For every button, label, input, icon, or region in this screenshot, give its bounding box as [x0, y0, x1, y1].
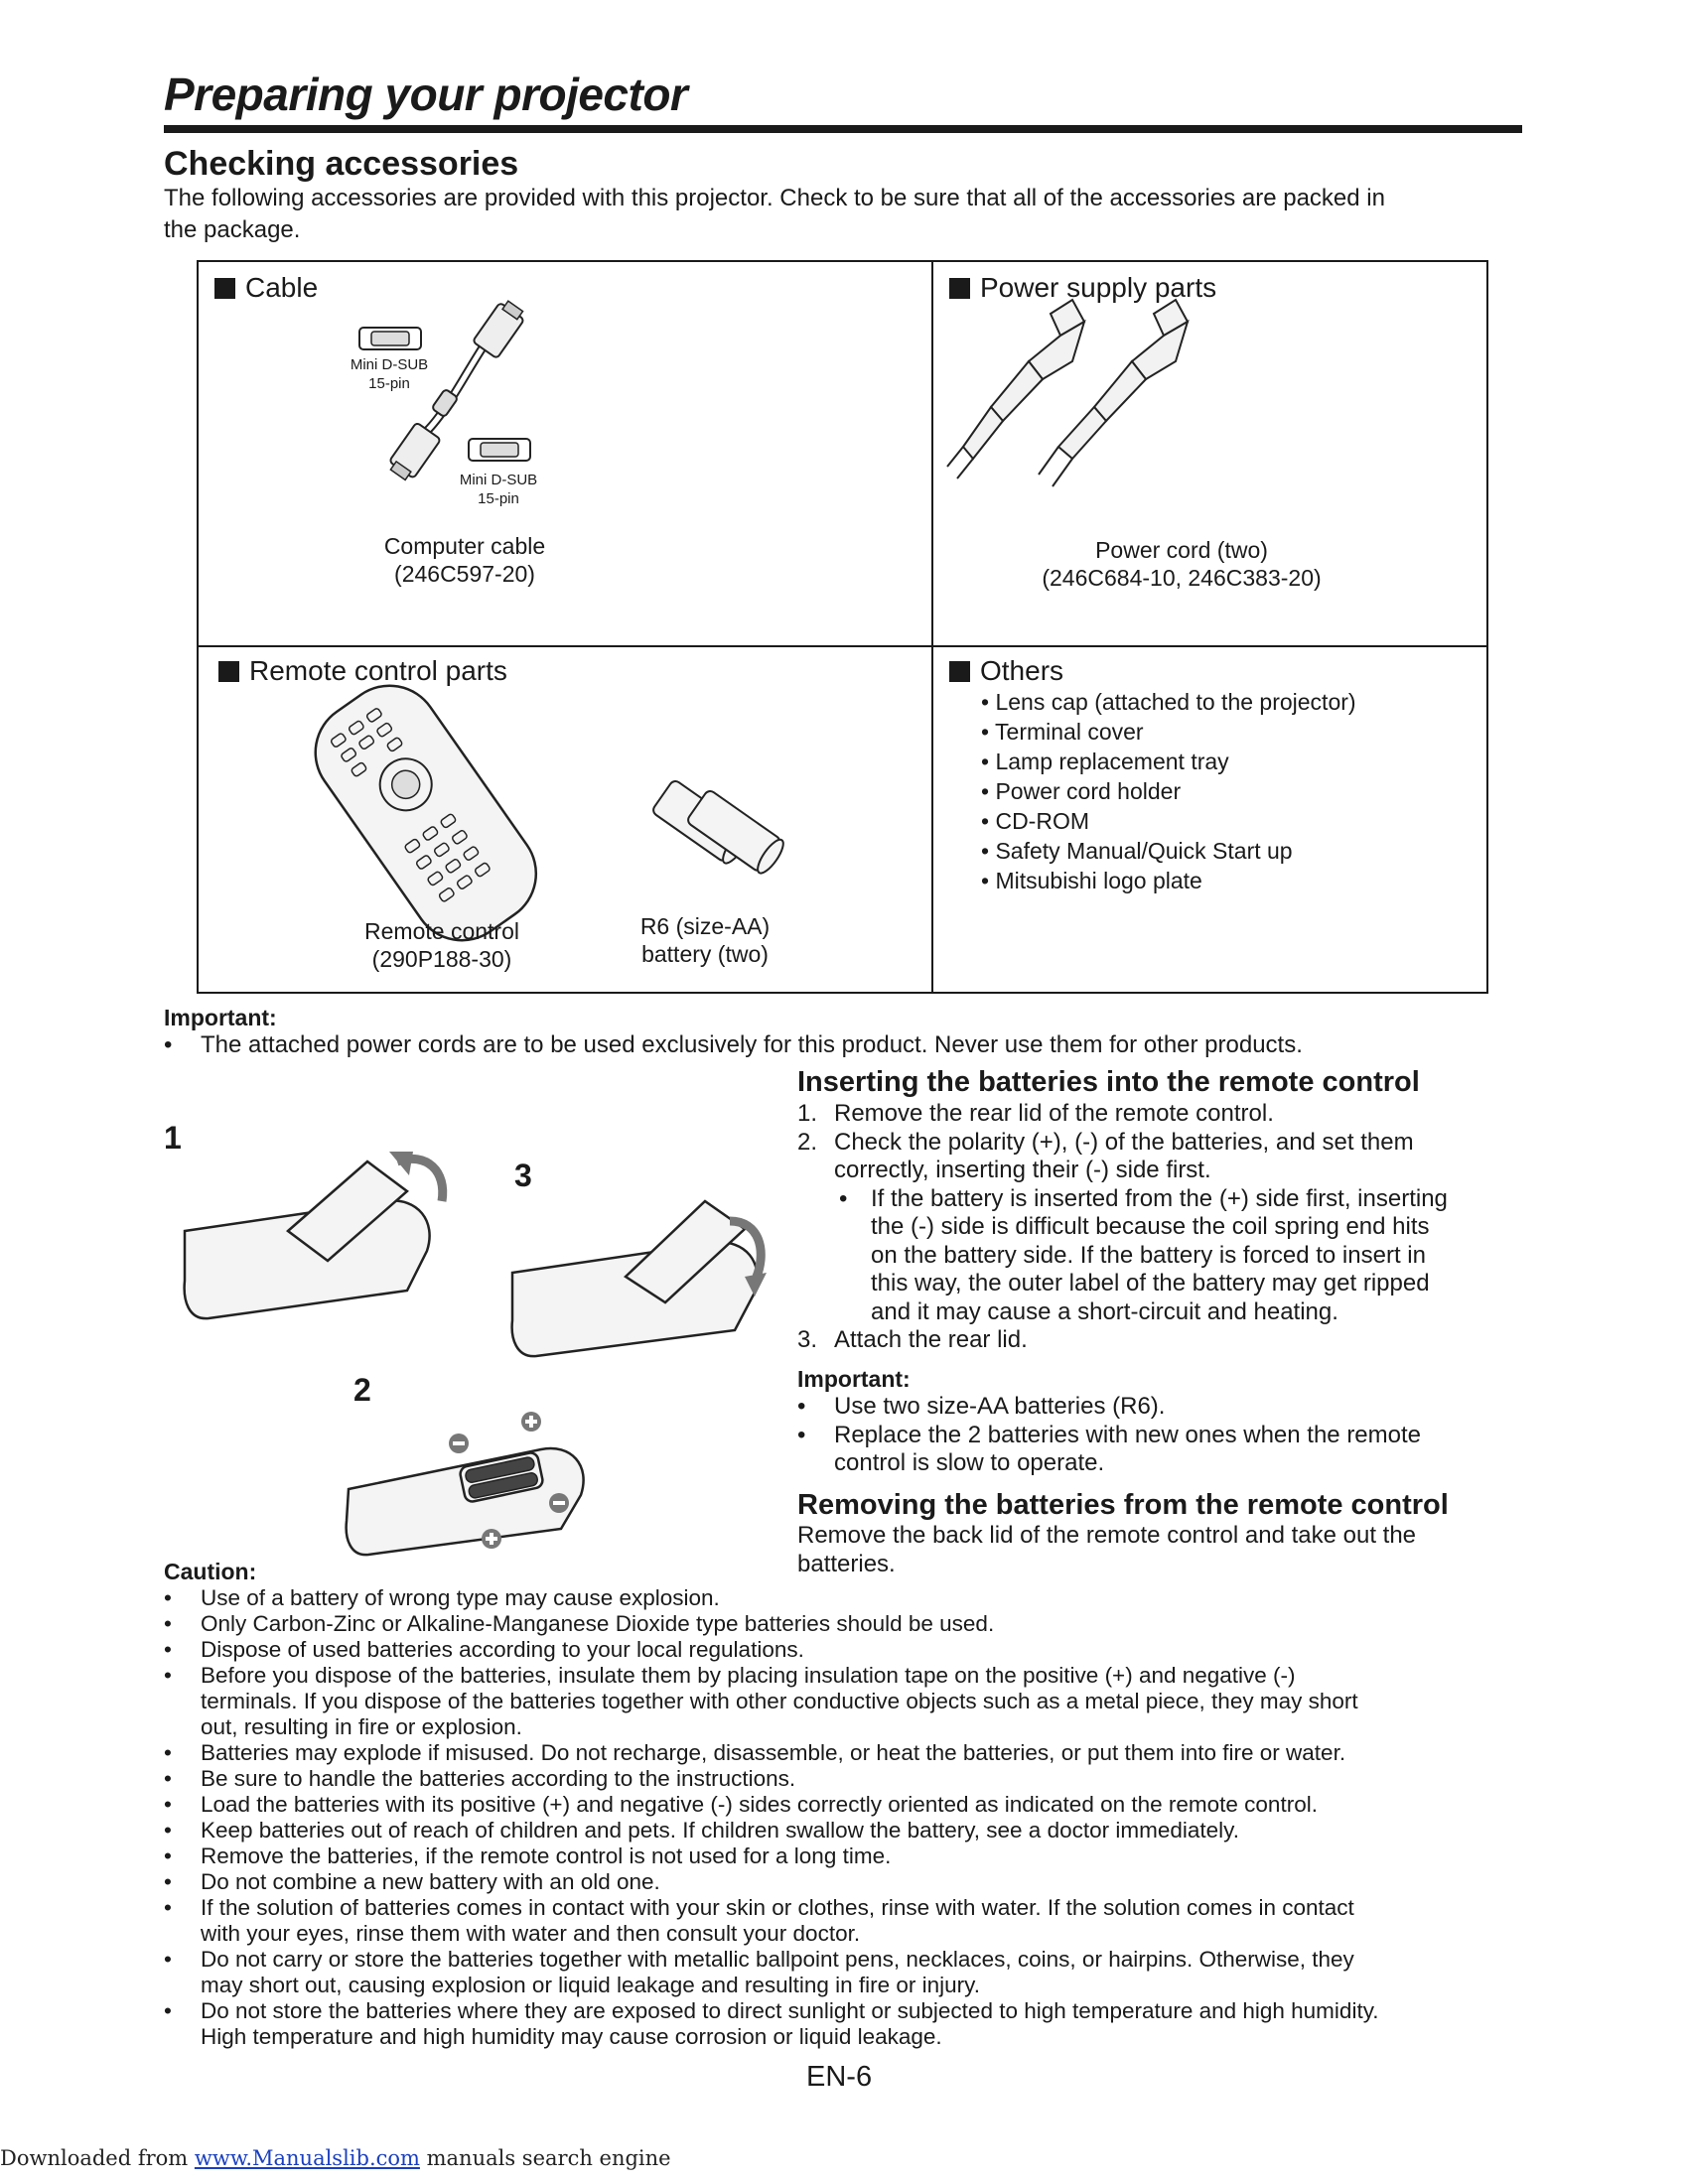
important-label: Important:: [797, 1366, 911, 1392]
step-2: 2. Check the polarity (+), (-) of the batteries, and set them correctly, inserting their (-) side first.: [797, 1128, 1414, 1183]
remote-control-caption: Remote control (290P188-30): [364, 918, 519, 972]
caution-item: [164, 1585, 1379, 1611]
power-cord-caption: Power cord (two) (246C684-10, 246C383-20): [1042, 537, 1322, 591]
connector-a-label: Mini D-SUB 15-pin: [350, 356, 429, 392]
square-bullet-icon: [949, 661, 970, 682]
bullet-glyph: •: [164, 1792, 172, 1817]
caution-item: [164, 1766, 1379, 1792]
step-3-remote-lid-illustration: [506, 1181, 794, 1360]
figure-step-1-label: 1: [164, 1120, 182, 1156]
others-cell-title: Others: [949, 655, 1063, 687]
bullet-glyph: •: [164, 1611, 172, 1636]
list-item: • Mitsubishi logo plate: [981, 866, 1356, 895]
bullet-glyph: •: [164, 1947, 172, 1972]
computer-cable-illustration: [199, 262, 931, 645]
caution-line: Keep batteries out of reach of children and pets. If children swallow the battery, see a doctor immediately.: [201, 1818, 1239, 1843]
step-1: 1. Remove the rear lid of the remote control.: [797, 1100, 1274, 1127]
aa-batteries-illustration: [655, 758, 794, 878]
inserting-batteries-heading: Inserting the batteries into the remote control: [797, 1066, 1420, 1098]
step-2-note: • If the battery is inserted from the (+) side first, inserting the (-) side is difficult because the coil spring end hits on the battery side. If the battery is forced to insert in this way, the outer label of the battery may get ripped and it may cause a short-circuit and heating.: [839, 1184, 1448, 1325]
important-list: [164, 1032, 1303, 1058]
list-item: • Terminal cover: [981, 717, 1356, 747]
computer-cable-caption: Computer cable (246C597-20): [383, 533, 546, 587]
others-list: [981, 687, 1356, 895]
caution-label: Caution:: [164, 1559, 257, 1584]
list-item: • CD-ROM: [981, 806, 1356, 836]
cable-cell-title: Cable: [214, 272, 318, 304]
bullet-glyph: •: [164, 1818, 172, 1843]
important-label: Important:: [164, 1005, 277, 1030]
bullet-glyph: •: [164, 1663, 172, 1688]
bullet-glyph: •: [164, 1637, 172, 1662]
list-item: • Lens cap (attached to the projector): [981, 687, 1356, 717]
figure-step-2-label: 2: [353, 1372, 371, 1408]
intro-line-1: The following accessories are provided with this projector. Check to be sure that all of the accessories are packed in: [164, 185, 1385, 211]
caution-line: Load the batteries with its positive (+) and negative (-) sides correctly oriented as indicated on the remote control.: [201, 1792, 1318, 1817]
bullet-glyph: •: [797, 1421, 806, 1448]
bullet-glyph: •: [164, 1895, 172, 1920]
battery-caption: R6 (size-AA) battery (two): [639, 913, 771, 967]
list-item: • Power cord holder: [981, 776, 1356, 806]
download-footer: Downloaded from www.Manualslib.com manuals search engine: [0, 2146, 671, 2170]
bullet-glyph: •: [797, 1393, 806, 1420]
caution-line: Use of a battery of wrong type may cause explosion.: [201, 1585, 720, 1610]
caution-line: Dispose of used batteries according to your local regulations.: [201, 1637, 804, 1662]
list-item: • Replace the 2 batteries with new ones when the remote control is slow to operate.: [797, 1421, 1422, 1476]
page-title: Preparing your projector: [164, 68, 688, 120]
caution-list: [164, 1585, 1379, 2050]
caution-line: Remove the batteries, if the remote control is not used for a long time.: [201, 1843, 892, 1868]
connector-b-label: Mini D-SUB 15-pin: [459, 472, 538, 507]
caution-item: [164, 1998, 1379, 2050]
bullet-glyph: •: [164, 1869, 172, 1894]
figure-step-3-label: 3: [514, 1158, 532, 1193]
caution-line: High temperature and high humidity may cause corrosion or liquid leakage.: [201, 2024, 942, 2049]
step-2-battery-polarity-illustration: [343, 1400, 611, 1559]
removing-batteries-text: Remove the back lid of the remote control and take out the batteries.: [797, 1522, 1417, 1577]
caution-line: terminals. If you dispose of the batteries together with other conductive objects such as a metal piece, they may short: [201, 1689, 1358, 1713]
title-rule: [164, 125, 1522, 133]
caution-line: Be sure to handle the batteries according to the instructions.: [201, 1766, 796, 1791]
bullet-glyph: •: [164, 1585, 172, 1610]
caution-item: [164, 1740, 1379, 1766]
manualslib-link[interactable]: www.Manualslib.com: [194, 2146, 420, 2170]
step-1-remote-lid-illustration: [179, 1142, 467, 1330]
list-item: • Safety Manual/Quick Start up: [981, 836, 1356, 866]
caution-line: Only Carbon-Zinc or Alkaline-Manganese Dioxide type batteries should be used.: [201, 1611, 995, 1636]
checking-accessories-heading: Checking accessories: [164, 145, 519, 183]
caution-line: Do not combine a new battery with an old one.: [201, 1869, 660, 1894]
caution-line: Batteries may explode if misused. Do not recharge, disassemble, or heat the batteries, or put them into fire or water.: [201, 1740, 1346, 1765]
remote-parts-cell-title: Remote control parts: [218, 655, 507, 687]
removing-batteries-heading: Removing the batteries from the remote control: [797, 1489, 1449, 1521]
bullet-glyph: •: [839, 1184, 848, 1212]
intro-line-2: the package.: [164, 216, 301, 243]
caution-line: Do not carry or store the batteries together with metallic ballpoint pens, necklaces, coins, or hairpins. Otherwise, they: [201, 1947, 1354, 1972]
caution-item: [164, 1792, 1379, 1818]
list-item: • Lamp replacement tray: [981, 747, 1356, 776]
caution-item: [164, 1843, 1379, 1869]
page-number: EN-6: [806, 2061, 873, 2093]
power-supply-cell-title: Power supply parts: [949, 272, 1216, 304]
caution-item: [164, 1869, 1379, 1895]
caution-item: [164, 1947, 1379, 1998]
bullet-glyph: •: [164, 1740, 172, 1765]
caution-line: If the solution of batteries comes in contact with your skin or clothes, rinse with water. If the solution comes in contact: [201, 1895, 1354, 1920]
bullet-glyph: •: [164, 1843, 172, 1868]
caution-item: [164, 1663, 1379, 1740]
bullet-glyph: •: [164, 1998, 172, 2023]
inserting-steps: [797, 1100, 1448, 1355]
step-3: 3. Attach the rear lid.: [797, 1326, 1028, 1353]
bullet-glyph: •: [164, 1766, 172, 1791]
caution-line: Do not store the batteries where they are exposed to direct sunlight or subjected to high temperature and high humidity.: [201, 1998, 1379, 2023]
caution-line: out, resulting in fire or explosion.: [201, 1714, 522, 1739]
caution-item: [164, 1895, 1379, 1947]
caution-line: may short out, causing explosion or liquid leakage and resulting in fire or injury.: [201, 1973, 981, 1997]
caution-line: with your eyes, rinse them with water and then consult your doctor.: [201, 1921, 861, 1946]
list-item: • Use two size-AA batteries (R6).: [797, 1393, 1166, 1420]
remote-control-illustration: [199, 647, 931, 995]
caution-item: [164, 1818, 1379, 1843]
caution-item: [164, 1611, 1379, 1637]
caution-item: [164, 1637, 1379, 1663]
caution-line: Before you dispose of the batteries, insulate them by placing insulation tape on the positive (+) and negative (-): [201, 1663, 1296, 1688]
important-battery-list: [797, 1393, 1421, 1478]
list-item: • The attached power cords are to be used exclusively for this product. Never use them for other products.: [164, 1032, 1303, 1058]
